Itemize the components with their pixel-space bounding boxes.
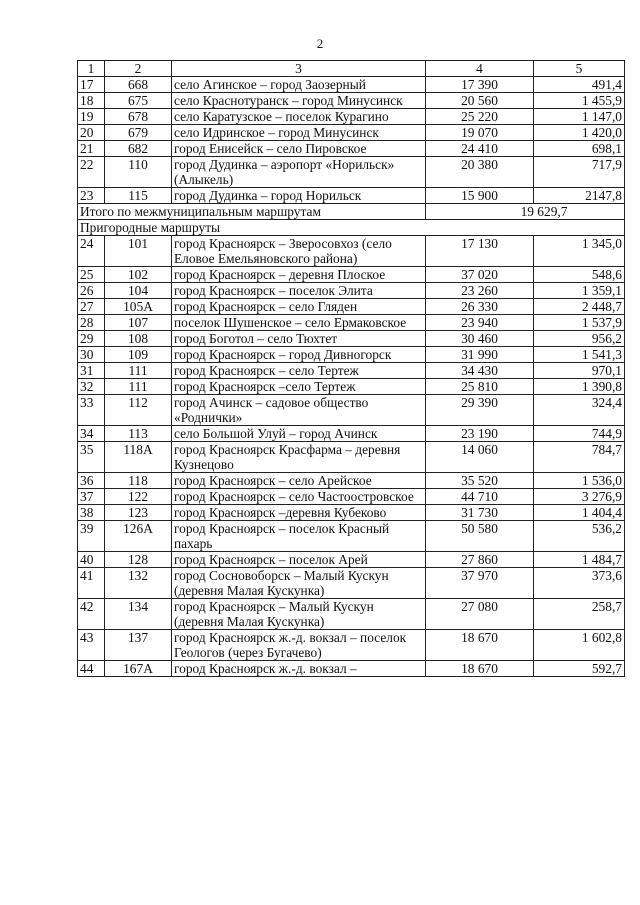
cell-route-code: 102 [105,267,172,283]
table-row [78,489,625,505]
total-section [78,204,625,236]
cell-route-code: 104 [105,283,172,299]
cell-route-name: город Красноярск – Зверосовхоз (село Еловое Емельяновского района) [172,236,426,267]
table-row [78,473,625,489]
cell-route-name: город Дудинка – аэропорт «Норильск» (Алыкель) [172,157,426,188]
cell-route-name: город Красноярск – село Частоостровское [172,489,426,505]
cell-route-code: 134 [105,599,172,630]
cell-value: 1 147,0 [534,109,625,125]
cell-number: 25 [78,267,105,283]
cell-route-name: город Красноярск – село Тертеж [172,363,426,379]
cell-route-code: 675 [105,93,172,109]
cell-route-code: 122 [105,489,172,505]
cell-value: 698,1 [534,141,625,157]
intermunicipal-rows [78,77,625,204]
cell-route-name: село Большой Улуй – город Ачинск [172,426,426,442]
cell-route-code: 109 [105,347,172,363]
cell-number: 34 [78,426,105,442]
cell-number: 17 [78,77,105,93]
table-row [78,331,625,347]
cell-distance: 25 220 [426,109,534,125]
table-row [78,505,625,521]
cell-route-name: поселок Шушенское – село Ермаковское [172,315,426,331]
cell-distance: 37 020 [426,267,534,283]
cell-route-name: город Красноярск –деревня Кубеково [172,505,426,521]
cell-distance: 27 860 [426,552,534,568]
table-row [78,661,625,677]
cell-value: 1 537,9 [534,315,625,331]
cell-number: 23 [78,188,105,204]
cell-value: 784,7 [534,442,625,473]
cell-route-name: город Красноярск – поселок Элита [172,283,426,299]
cell-route-name: город Красноярск –село Тертеж [172,379,426,395]
cell-value: 1 345,0 [534,236,625,267]
cell-distance: 34 430 [426,363,534,379]
cell-route-code: 682 [105,141,172,157]
table-row [78,141,625,157]
cell-route-code: 111 [105,363,172,379]
cell-route-code: 167А [105,661,172,677]
cell-distance: 50 580 [426,521,534,552]
table-row [78,599,625,630]
cell-route-code: 128 [105,552,172,568]
cell-number: 29 [78,331,105,347]
total-value: 19 629,7 [426,204,625,220]
cell-distance: 25 810 [426,379,534,395]
cell-value: 548,6 [534,267,625,283]
cell-route-code: 107 [105,315,172,331]
cell-number: 41 [78,568,105,599]
table-row [78,347,625,363]
cell-distance: 29 390 [426,395,534,426]
cell-route-name: город Красноярск – поселок Арей [172,552,426,568]
cell-value: 970,1 [534,363,625,379]
cell-number: 33 [78,395,105,426]
cell-distance: 20 380 [426,157,534,188]
cell-number: 39 [78,521,105,552]
cell-route-code: 110 [105,157,172,188]
table-row [78,426,625,442]
cell-distance: 23 260 [426,283,534,299]
table-row [78,521,625,552]
cell-route-code: 137 [105,630,172,661]
cell-value: 592,7 [534,661,625,677]
cell-route-name: город Красноярск – село Гляден [172,299,426,315]
column-header: 5 [534,61,625,77]
cell-number: 24 [78,236,105,267]
table-row [78,630,625,661]
cell-route-code: 668 [105,77,172,93]
cell-route-code: 108 [105,331,172,347]
table-row [78,283,625,299]
cell-value: 2 448,7 [534,299,625,315]
cell-route-code: 123 [105,505,172,521]
cell-distance: 30 460 [426,331,534,347]
table-row [78,395,625,426]
cell-number: 21 [78,141,105,157]
cell-value: 3 276,9 [534,489,625,505]
cell-value: 1 420,0 [534,125,625,141]
cell-route-name: город Красноярск – город Дивногорск [172,347,426,363]
cell-route-name: город Красноярск – деревня Плоское [172,267,426,283]
total-row [78,204,625,220]
cell-route-name: город Красноярск – село Арейское [172,473,426,489]
table-row [78,363,625,379]
cell-distance: 17 390 [426,77,534,93]
cell-distance: 31 990 [426,347,534,363]
cell-number: 26 [78,283,105,299]
table-row [78,236,625,267]
cell-number: 40 [78,552,105,568]
section-title: Пригородные маршруты [78,220,625,236]
cell-route-code: 132 [105,568,172,599]
cell-route-name: город Боготол – село Тюхтет [172,331,426,347]
table-row [78,188,625,204]
suburban-rows [78,236,625,677]
cell-route-name: город Ачинск – садовое общество «Роднички» [172,395,426,426]
cell-distance: 20 560 [426,93,534,109]
cell-route-code: 118 [105,473,172,489]
cell-route-name: город Красноярск ж.-д. вокзал – поселок Геологов (через Бугачево) [172,630,426,661]
cell-number: 32 [78,379,105,395]
cell-distance: 15 900 [426,188,534,204]
cell-number: 27 [78,299,105,315]
cell-value: 744,9 [534,426,625,442]
cell-route-name: город Сосновоборск – Малый Кускун (деревня Малая Кускунка) [172,568,426,599]
cell-route-code: 112 [105,395,172,426]
cell-route-name: село Каратузское – поселок Курагино [172,109,426,125]
cell-route-name: город Красноярск Красфарма – деревня Кузнецово [172,442,426,473]
table-row [78,379,625,395]
table-row [78,552,625,568]
cell-route-code: 679 [105,125,172,141]
cell-distance: 27 080 [426,599,534,630]
cell-number: 37 [78,489,105,505]
cell-number: 43 [78,630,105,661]
cell-route-name: город Дудинка – город Норильск [172,188,426,204]
cell-number: 22 [78,157,105,188]
cell-route-code: 105А [105,299,172,315]
cell-route-code: 678 [105,109,172,125]
cell-route-name: город Красноярск – поселок Красный пахарь [172,521,426,552]
page-number: 2 [316,36,324,51]
table-row [78,442,625,473]
cell-distance: 23 190 [426,426,534,442]
cell-route-code: 101 [105,236,172,267]
cell-number: 18 [78,93,105,109]
cell-number: 38 [78,505,105,521]
cell-distance: 17 130 [426,236,534,267]
column-header: 3 [172,61,426,77]
cell-value: 2147,8 [534,188,625,204]
table-row [78,125,625,141]
cell-value: 324,4 [534,395,625,426]
cell-distance: 24 410 [426,141,534,157]
cell-route-name: город Красноярск – Малый Кускун (деревня Малая Кускунка) [172,599,426,630]
cell-route-name: село Агинское – город Заозерный [172,77,426,93]
cell-number: 36 [78,473,105,489]
table-row [78,77,625,93]
cell-value: 536,2 [534,521,625,552]
cell-value: 1 602,8 [534,630,625,661]
cell-route-code: 115 [105,188,172,204]
cell-value: 491,4 [534,77,625,93]
table-row [78,315,625,331]
cell-distance: 19 070 [426,125,534,141]
table-row [78,109,625,125]
cell-value: 258,7 [534,599,625,630]
cell-route-name: село Краснотуранск – город Минусинск [172,93,426,109]
table-row [78,568,625,599]
cell-value: 373,6 [534,568,625,599]
cell-route-code: 126А [105,521,172,552]
cell-value: 1 541,3 [534,347,625,363]
routes-table [77,60,625,677]
cell-route-code: 111 [105,379,172,395]
cell-distance: 44 710 [426,489,534,505]
section-row [78,220,625,236]
cell-number: 31 [78,363,105,379]
cell-number: 20 [78,125,105,141]
cell-number: 42 [78,599,105,630]
cell-route-code: 118А [105,442,172,473]
table-row [78,157,625,188]
cell-distance: 18 670 [426,661,534,677]
cell-value: 1 536,0 [534,473,625,489]
cell-distance: 37 970 [426,568,534,599]
cell-number: 28 [78,315,105,331]
cell-number: 35 [78,442,105,473]
cell-route-name: город Енисейск – село Пировское [172,141,426,157]
cell-value: 1 390,8 [534,379,625,395]
table-row [78,299,625,315]
cell-distance: 14 060 [426,442,534,473]
cell-value: 1 484,7 [534,552,625,568]
total-label: Итого по межмуниципальным маршрутам [78,204,426,220]
cell-value: 1 455,9 [534,93,625,109]
cell-route-code: 113 [105,426,172,442]
cell-route-name: село Идринское – город Минусинск [172,125,426,141]
cell-distance: 26 330 [426,299,534,315]
cell-value: 1 359,1 [534,283,625,299]
cell-value: 956,2 [534,331,625,347]
cell-number: 30 [78,347,105,363]
column-header: 4 [426,61,534,77]
cell-number: 19 [78,109,105,125]
cell-route-name: город Красноярск ж.-д. вокзал – [172,661,426,677]
cell-value: 717,9 [534,157,625,188]
table-row [78,93,625,109]
header-row [78,61,625,77]
column-header: 1 [78,61,105,77]
cell-distance: 18 670 [426,630,534,661]
cell-number: 44 [78,661,105,677]
cell-distance: 31 730 [426,505,534,521]
table-row [78,267,625,283]
cell-value: 1 404,4 [534,505,625,521]
cell-distance: 23 940 [426,315,534,331]
column-header: 2 [105,61,172,77]
cell-distance: 35 520 [426,473,534,489]
